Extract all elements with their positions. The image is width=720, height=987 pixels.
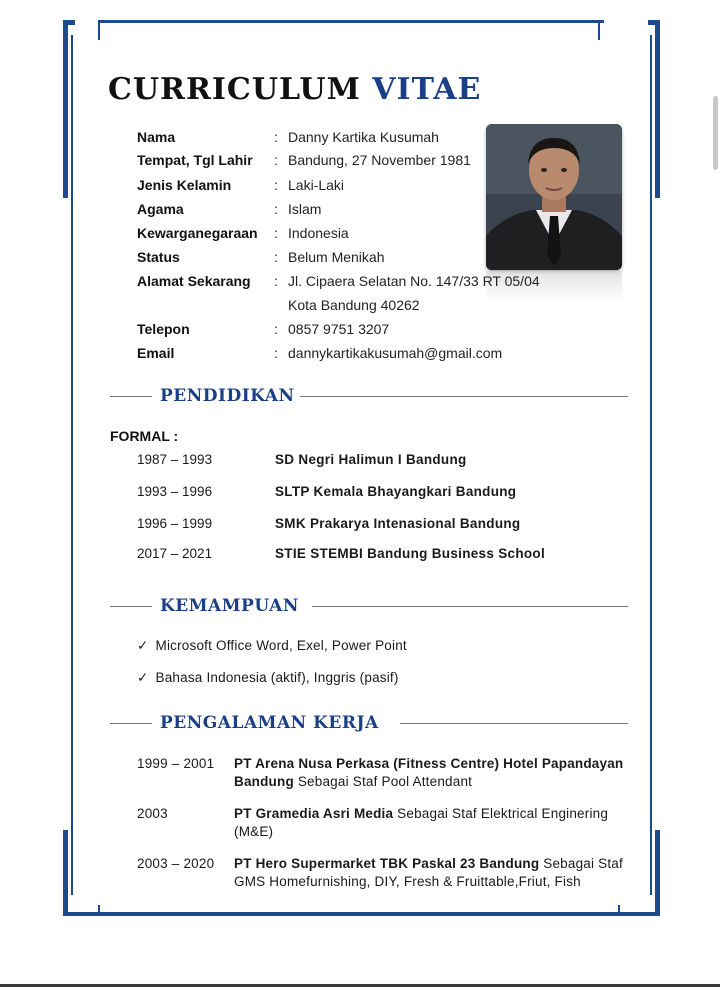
profile-photo (486, 124, 622, 270)
info-label: Kewarganegaraan (137, 225, 258, 241)
experience-company: PT Arena Nusa Perkasa (Fitness Centre) Hotel Papandayan Bandung (234, 756, 624, 789)
info-colon: : (274, 345, 278, 361)
info-label: Tempat, Tgl Lahir (137, 152, 253, 168)
experience-role: Sebagai Staf Pool Attendant (293, 774, 473, 789)
info-colon: : (274, 321, 278, 337)
info-value: Jl. Cipaera Selatan No. 147/33 RT 05/04 (288, 273, 540, 289)
info-colon: : (274, 201, 278, 217)
formal-label: FORMAL : (110, 428, 179, 444)
divider-line (400, 723, 628, 724)
experience-description (234, 755, 634, 791)
skill-item (137, 638, 407, 654)
info-value: Indonesia (288, 225, 349, 241)
info-colon: : (274, 152, 278, 168)
section-title: PENDIDIKAN (160, 386, 295, 406)
education-years: 1993 – 1996 (137, 484, 213, 499)
divider-line (300, 396, 628, 397)
education-school: SD Negri Halimun I Bandung (275, 452, 467, 467)
education-years: 2017 – 2021 (137, 546, 213, 561)
title-part-vitae: VITAE (372, 72, 482, 107)
divider-line (110, 723, 152, 724)
info-value: Belum Menikah (288, 249, 385, 265)
education-school: SLTP Kemala Bhayangkari Bandung (275, 484, 517, 499)
title-part-curriculum: CURRICULUM (108, 72, 361, 107)
experience-description (234, 855, 634, 891)
info-label: Email (137, 345, 175, 361)
skill-text: Microsoft Office Word, Exel, Power Point (155, 638, 407, 653)
experience-role: Sebagai Staf Elektrical Enginering (M&E) (234, 806, 609, 839)
info-label: Status (137, 249, 180, 265)
section-heading-experience (110, 713, 628, 733)
info-value: dannykartikakusumah@gmail.com (288, 345, 503, 361)
education-years: 1987 – 1993 (137, 452, 213, 467)
info-value: 0857 9751 3207 (288, 321, 390, 337)
info-value: Bandung, 27 November 1981 (288, 152, 471, 168)
info-value: Danny Kartika Kusumah (288, 129, 439, 145)
info-label: Nama (137, 129, 176, 145)
checkmark-icon: ✓ (137, 638, 149, 653)
divider-line (110, 396, 152, 397)
education-years: 1996 – 1999 (137, 516, 213, 531)
experience-years: 2003 (137, 806, 168, 821)
experience-role: Sebagai Staf GMS Homefurnishing, DIY, Fresh & Fruittable,Friut, Fish (234, 856, 623, 889)
divider-line (312, 606, 628, 607)
info-value: Islam (288, 201, 322, 217)
section-title: PENGALAMAN KERJA (160, 713, 379, 733)
info-colon: : (274, 273, 278, 289)
education-school: STIE STEMBI Bandung Business School (275, 546, 546, 561)
experience-description (234, 805, 634, 841)
info-label: Agama (137, 201, 184, 217)
vertical-scrollbar[interactable] (713, 96, 718, 170)
skill-text: Bahasa Indonesia (aktif), Inggris (pasif) (155, 670, 399, 685)
info-label: Telepon (137, 321, 190, 337)
experience-company: PT Hero Supermarket TBK Paskal 23 Bandung (234, 856, 540, 871)
info-colon: : (274, 177, 278, 193)
skill-item (137, 670, 399, 686)
info-value: Kota Bandung 40262 (288, 297, 420, 313)
info-label: Alamat Sekarang (137, 273, 251, 289)
divider-line (110, 606, 152, 607)
info-colon: : (274, 225, 278, 241)
experience-years: 2003 – 2020 (137, 856, 215, 871)
experience-company: PT Gramedia Asri Media (234, 806, 394, 821)
education-school: SMK Prakarya Intenasional Bandung (275, 516, 521, 531)
section-title: KEMAMPUAN (160, 596, 299, 616)
page-title (108, 72, 481, 108)
info-colon: : (274, 249, 278, 265)
section-heading-education (110, 386, 628, 406)
info-colon: : (274, 129, 278, 145)
experience-years: 1999 – 2001 (137, 756, 215, 771)
info-value: Laki-Laki (288, 177, 345, 193)
checkmark-icon: ✓ (137, 670, 149, 685)
section-heading-skills (110, 596, 628, 616)
info-label: Jenis Kelamin (137, 177, 232, 193)
